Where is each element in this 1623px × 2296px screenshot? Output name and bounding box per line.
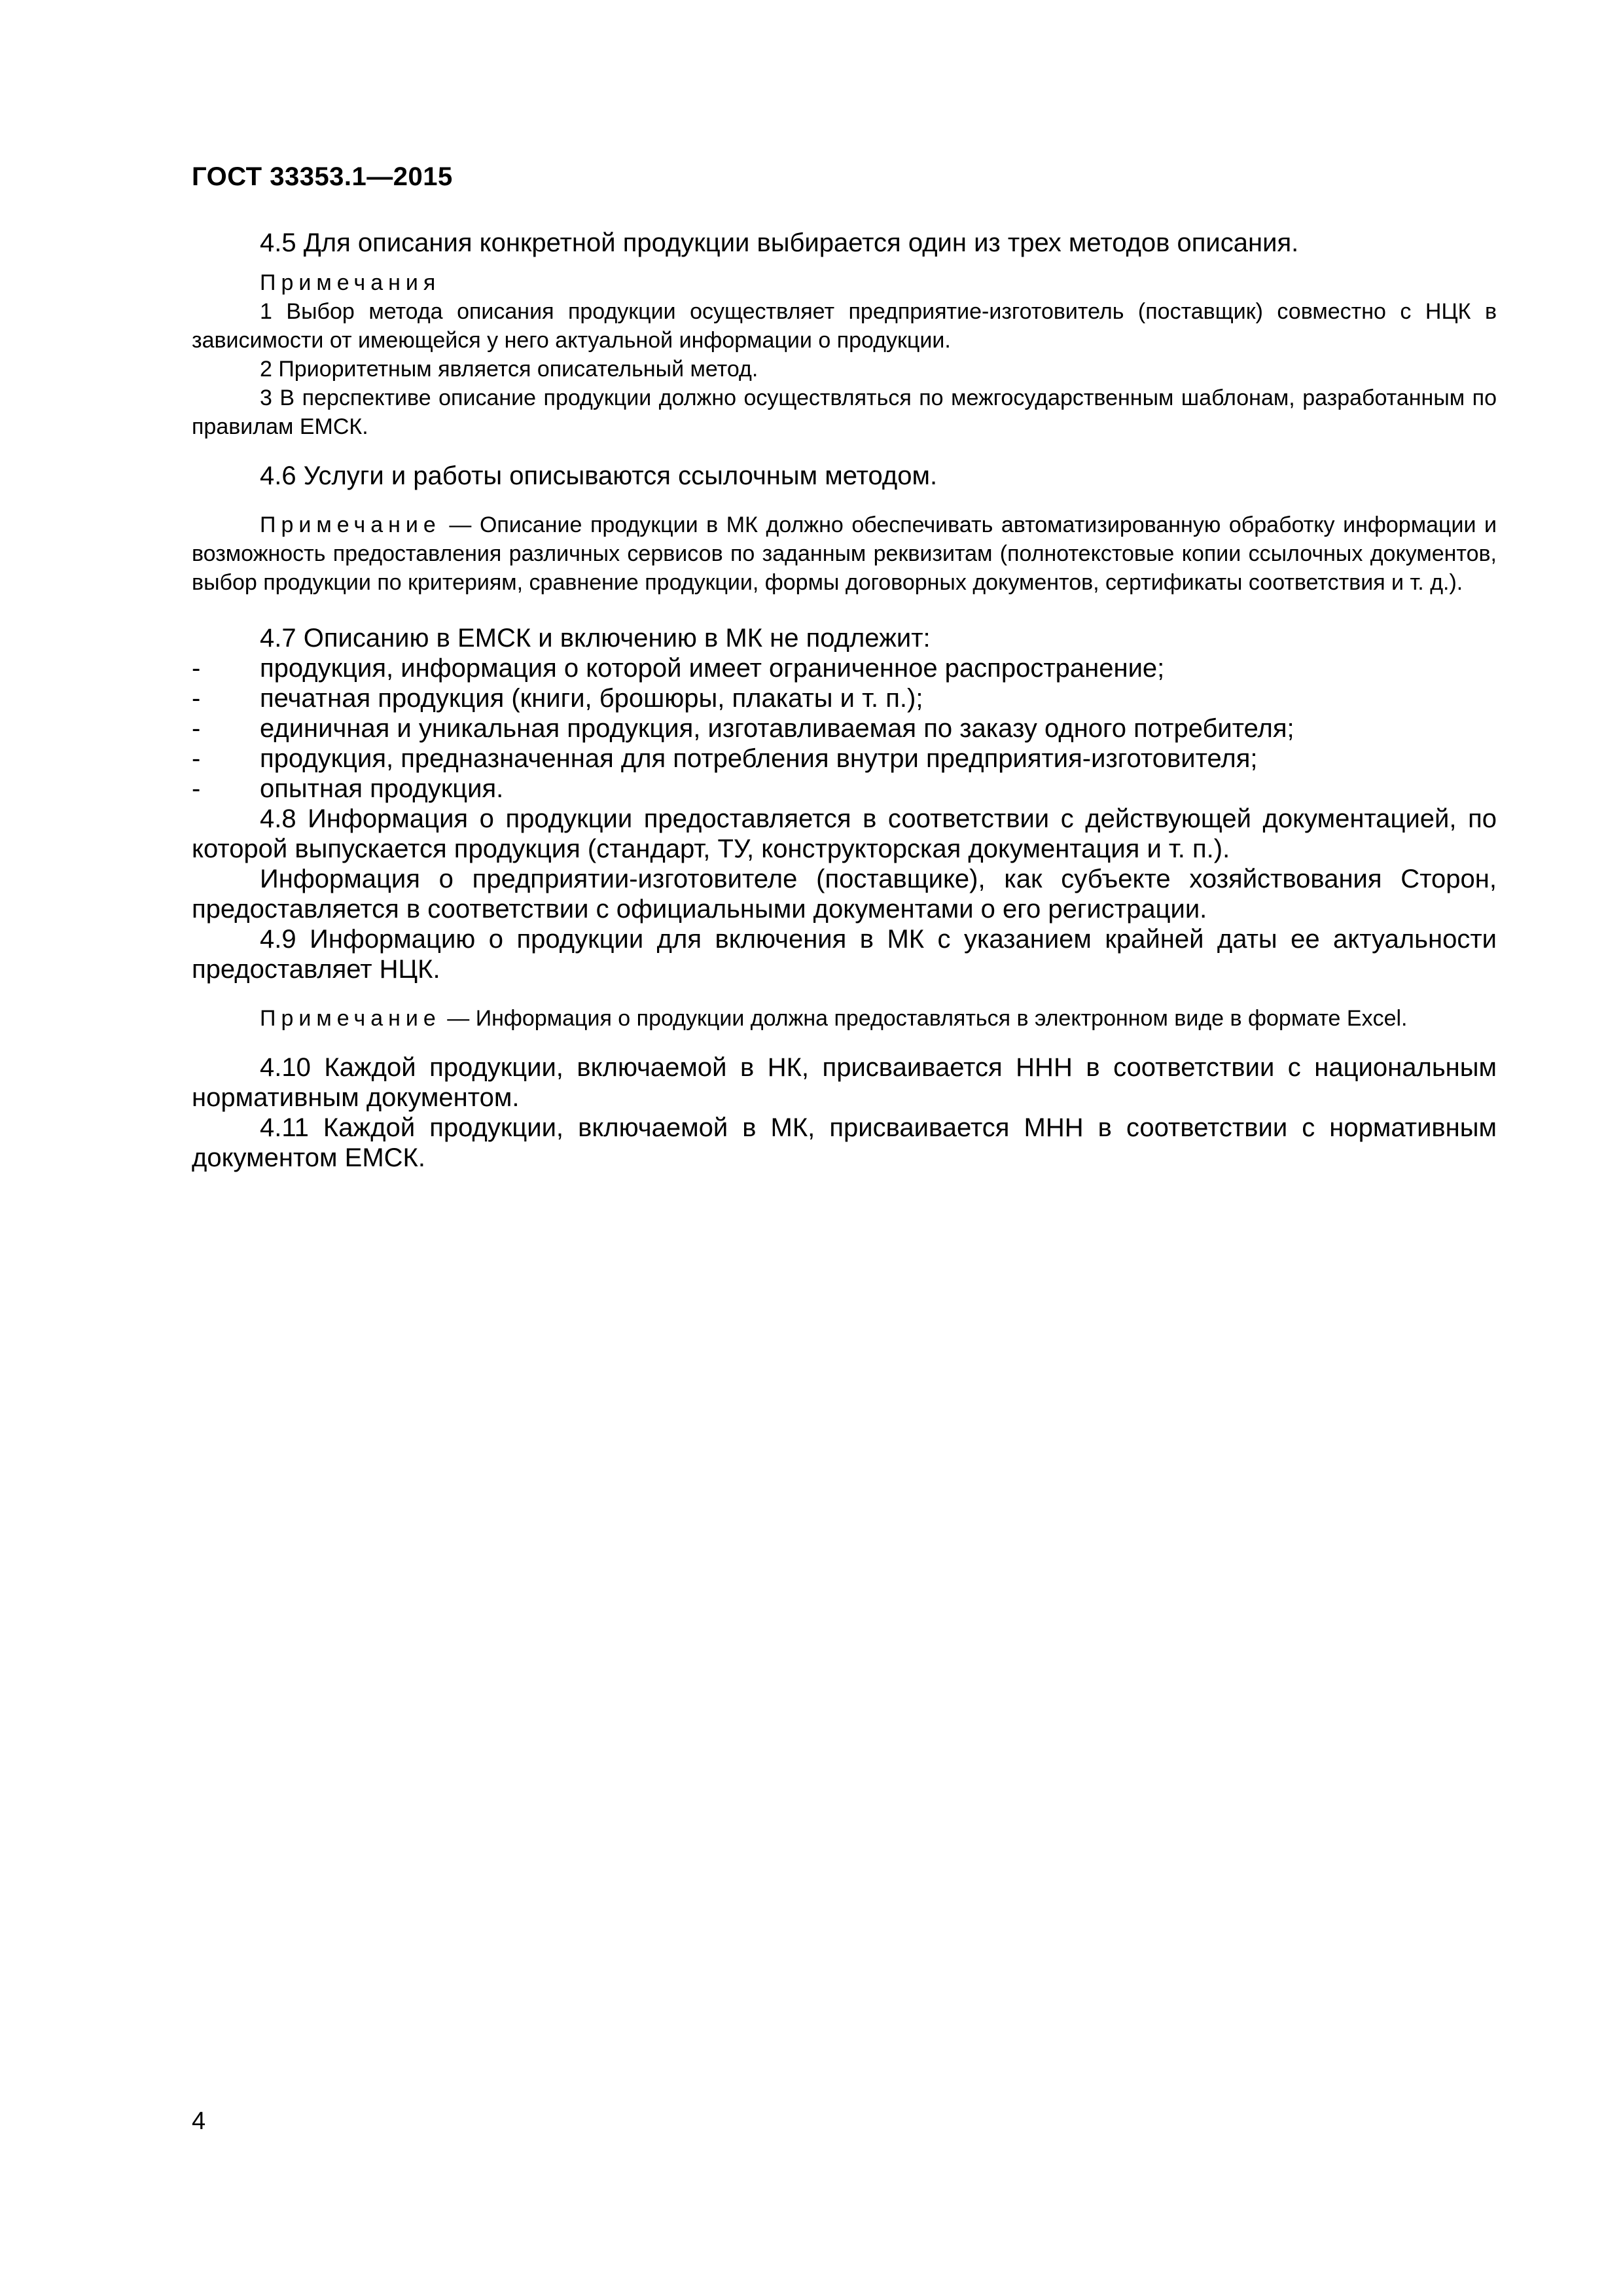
clause-4-11: 4.11 Каждой продукции, включаемой в МК, присваивается МНН в соответствии с нормативным документом ЕМСК. <box>192 1113 1497 1172</box>
list-item-text: продукция, предназначенная для потребления внутри предприятия-изготовителя; <box>260 744 1258 773</box>
list-dash: - <box>192 744 201 773</box>
clause-4-8-continuation: Информация о предприятии-изготовителе (поставщике), как субъекте хозяйствования Сторон, предоставляется в соответствии с официальными документами о его регистрации. <box>192 865 1497 924</box>
note-clause-4-9 <box>192 1004 1497 1033</box>
note-3: 3 В перспективе описание продукции должно осуществляться по межгосударственным шаблонам, разработанным по правилам ЕМСК. <box>192 386 1497 439</box>
list-item <box>192 713 1497 744</box>
list-item-text: продукция, информация о которой имеет ограниченное распространение; <box>260 654 1165 683</box>
list-item-text: печатная продукция (книги, брошюры, плакаты и т. п.); <box>260 684 923 713</box>
list-item <box>192 744 1497 774</box>
list-dash: - <box>192 684 201 713</box>
note-2: 2 Приоритетным является описательный метод. <box>260 357 758 382</box>
list-dash: - <box>192 774 201 803</box>
notes-title: Примечания <box>260 270 441 295</box>
clause-4-8: 4.8 Информация о продукции предоставляется в соответствии с действующей документацией, по которой выпускается продукция (стандарт, ТУ, конструкторская документация и т. п.). <box>192 804 1497 863</box>
standard-header: ГОСТ 33353.1—2015 <box>192 162 453 191</box>
clause-4-9: 4.9 Информацию о продукции для включения в МК с указанием крайней даты ее актуальности предоставляет НЦК. <box>192 925 1497 984</box>
note-text: — Информация о продукции должна предоставляться в электронном виде в формате Excel. <box>440 1006 1408 1031</box>
page-number: 4 <box>192 2108 206 2135</box>
document-body <box>192 228 1497 1173</box>
list-dash: - <box>192 654 201 683</box>
clause-4-10: 4.10 Каждой продукции, включаемой в НК, присваивается ННН в соответствии с национальным нормативным документом. <box>192 1053 1497 1112</box>
clause-4-7: 4.7 Описанию в ЕМСК и включению в МК не подлежит: <box>260 624 931 653</box>
note-label: Примечание <box>260 1006 441 1031</box>
clause-4-5: 4.5 Для описания конкретной продукции выбирается один из трех методов описания. <box>260 228 1299 257</box>
list-dash: - <box>192 714 201 743</box>
note-label: Примечание <box>260 512 441 537</box>
list-item <box>192 683 1497 713</box>
clause-4-6: 4.6 Услуги и работы описываются ссылочным методом. <box>260 461 938 490</box>
list-item <box>192 653 1497 683</box>
note-text: — Описание продукции в МК должно обеспечивать автоматизированную обработку информации и возможность предоставления различных сервисов по заданным реквизитам (полнотекстовые копии ссылочных документов, выбор продукции по критериям, сравнение продукции, формы договорных документов, сертификаты соответствия и т. д.). <box>192 512 1497 595</box>
list-item-text: опытная продукция. <box>260 774 504 803</box>
list-item-text: единичная и уникальная продукция, изготавливаемая по заказу одного потребителя; <box>260 714 1294 743</box>
note-clause-4-6 <box>192 511 1497 597</box>
note-1: 1 Выбор метода описания продукции осуществляет предприятие-изготовитель (поставщик) совместно с НЦК в зависимости от имеющейся у него актуальной информации о продукции. <box>192 299 1497 353</box>
list-item <box>192 774 1497 804</box>
